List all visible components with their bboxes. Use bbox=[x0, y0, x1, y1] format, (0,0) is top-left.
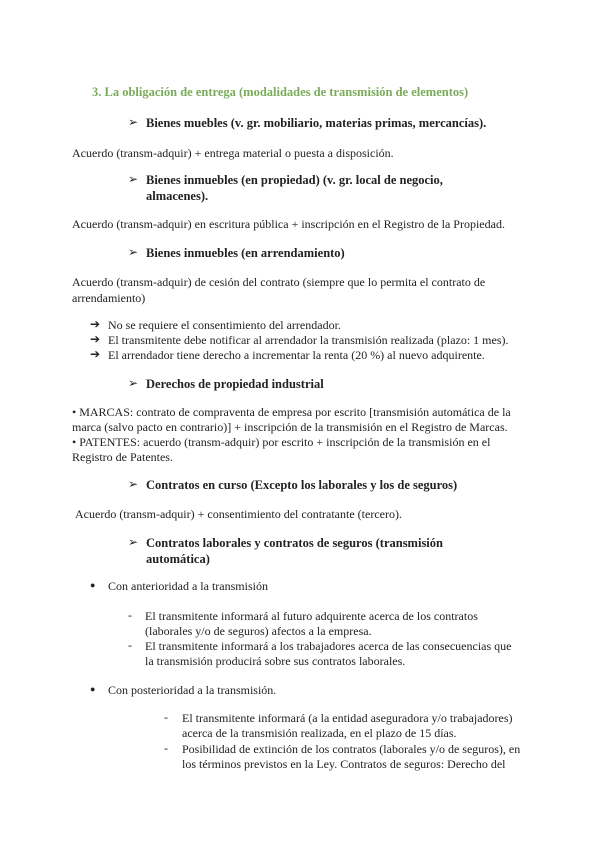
list-item: No se requiere el consentimiento del arrendador. bbox=[108, 318, 341, 332]
arrow-icon: ➔ bbox=[90, 317, 101, 331]
list-item: Posibilidad de extinción de los contratos (laborales y/o de seguros), en bbox=[182, 742, 521, 756]
list-item: El arrendador tiene derecho a incrementar la renta (20 %) al nuevo adquirente. bbox=[108, 348, 485, 362]
arrowhead-icon: ➢ bbox=[128, 245, 139, 259]
list-item: El transmitente informará al futuro adquirente acerca de los contratos bbox=[145, 609, 478, 623]
list-item: (laborales y/o de seguros) afectos a la empresa. bbox=[145, 624, 372, 638]
list-item: El transmitente informará (a la entidad aseguradora y/o trabajadores) bbox=[182, 711, 513, 725]
bullet-icon: ● bbox=[90, 580, 96, 590]
dash-icon: - bbox=[128, 638, 132, 652]
subheading-text: almacenes). bbox=[146, 189, 209, 203]
list-item: Con posterioridad a la transmisión. bbox=[108, 683, 277, 697]
list-item: Con anterioridad a la transmisión bbox=[108, 579, 268, 593]
list-item: El transmitente debe notificar al arrendador la transmisión realizada (plazo: 1 mes). bbox=[108, 333, 509, 347]
subheading-text: Bienes muebles (v. gr. mobiliario, materias primas, mercancías). bbox=[146, 116, 487, 130]
arrow-icon: ➔ bbox=[90, 332, 101, 346]
subheading-text: automática) bbox=[146, 552, 210, 566]
arrow-icon: ➔ bbox=[90, 347, 101, 361]
paragraph: Acuerdo (transm-adquir) de cesión del contrato (siempre que lo permita el contrato de bbox=[72, 275, 486, 289]
paragraph: Registro de Patentes. bbox=[72, 450, 173, 464]
paragraph: marca (salvo pacto en contrario)] + inscripción de la transmisión en el Registro de Marcas. bbox=[72, 420, 508, 434]
paragraph: Acuerdo (transm-adquir) en escritura pública + inscripción en el Registro de la Propiedad. bbox=[72, 217, 505, 231]
paragraph: Acuerdo (transm-adquir) + entrega material o puesta a disposición. bbox=[72, 146, 394, 160]
paragraph: • MARCAS: contrato de compraventa de empresa por escrito [transmisión automática de la bbox=[72, 405, 511, 419]
list-item: acerca de la transmisión realizada, en el plazo de 15 días. bbox=[182, 726, 457, 740]
paragraph: arrendamiento) bbox=[72, 291, 146, 305]
arrowhead-icon: ➢ bbox=[128, 376, 139, 390]
arrowhead-icon: ➢ bbox=[128, 535, 139, 549]
list-item: los términos previstos en la Ley. Contratos de seguros: Derecho del bbox=[182, 757, 506, 771]
paragraph: Acuerdo (transm-adquir) + consentimiento del contratante (tercero). bbox=[75, 507, 402, 521]
list-item: El transmitente informará a los trabajadores acerca de las consecuencias que bbox=[145, 639, 512, 653]
arrowhead-icon: ➢ bbox=[128, 115, 139, 129]
dash-icon: - bbox=[164, 741, 168, 755]
subheading-text: Contratos en curso (Excepto los laborales y los de seguros) bbox=[146, 478, 458, 492]
list-item: la transmisión producirá sobre sus contratos laborales. bbox=[145, 654, 406, 668]
arrowhead-icon: ➢ bbox=[128, 477, 139, 491]
dash-icon: - bbox=[128, 608, 132, 622]
bullet-icon: ● bbox=[90, 684, 96, 694]
subheading-text: Bienes inmuebles (en arrendamiento) bbox=[146, 246, 345, 260]
arrowhead-icon: ➢ bbox=[128, 172, 139, 186]
subheading-text: Derechos de propiedad industrial bbox=[146, 377, 324, 391]
subheading-text: Contratos laborales y contratos de seguros (transmisión bbox=[146, 536, 443, 550]
paragraph: • PATENTES: acuerdo (transm-adquir) por escrito + inscripción de la transmisión en el bbox=[72, 435, 491, 449]
section-title: 3. La obligación de entrega (modalidades de transmisión de elementos) bbox=[92, 85, 469, 99]
subheading-text: Bienes inmuebles (en propiedad) (v. gr. local de negocio, bbox=[146, 173, 443, 187]
dash-icon: - bbox=[164, 710, 168, 724]
